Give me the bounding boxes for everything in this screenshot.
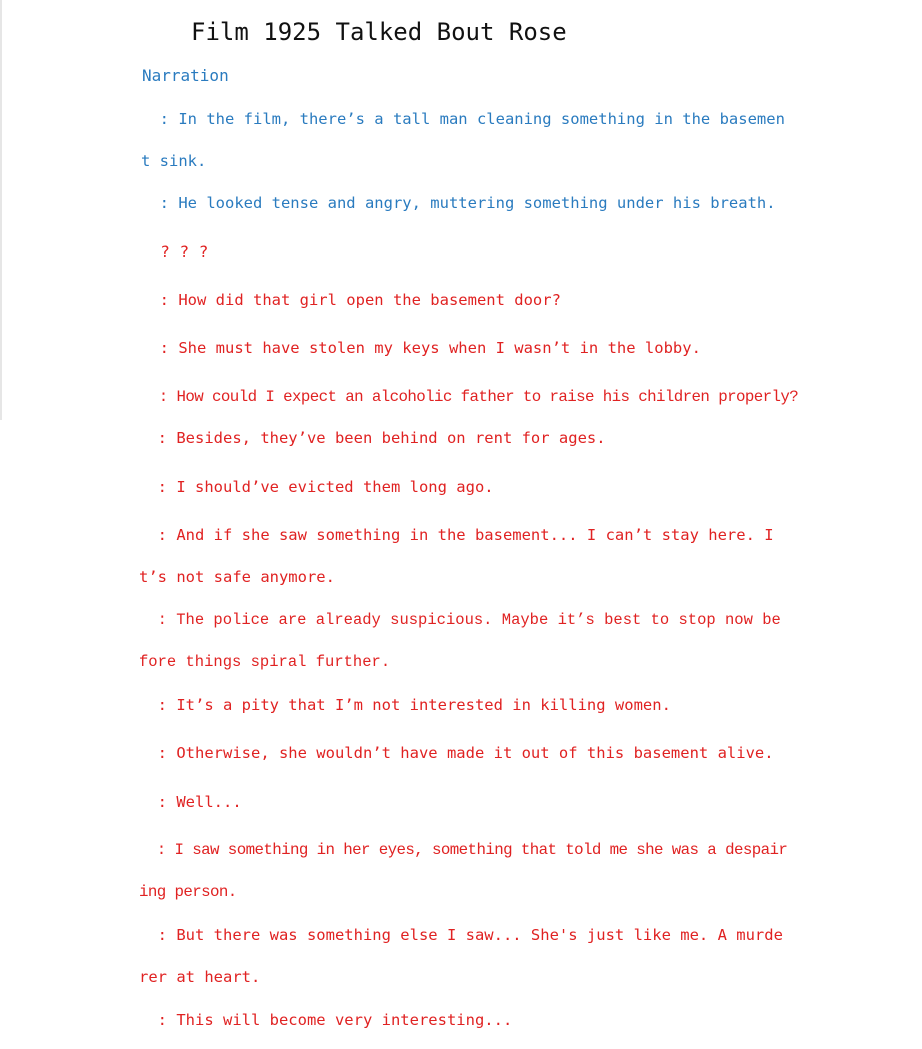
line-prefix: :: [141, 194, 179, 212]
line-text: And if she saw something in the basement... I can’t stay here. It’s not safe anymore.: [139, 526, 774, 586]
line-text: Otherwise, she wouldn’t have made it out of this basement alive.: [176, 744, 774, 762]
line-prefix: :: [141, 339, 179, 357]
line-text: I should’ve evicted them long ago.: [176, 478, 494, 496]
line-text: But there was something else I saw... She's just like me. A murderer at heart.: [139, 926, 783, 986]
dialogue-line-6: [139, 514, 789, 598]
line-prefix: :: [139, 526, 177, 544]
line-text: ? ? ?: [160, 242, 209, 261]
line-prefix: :: [139, 793, 177, 811]
line-text: How did that girl open the basement door?: [178, 291, 561, 309]
line-prefix: :: [139, 429, 177, 447]
dialogue-line-11: [139, 829, 789, 913]
line-text: It’s a pity that I’m not interested in killing women.: [176, 696, 671, 714]
dialogue-line-8: [139, 684, 671, 726]
line-prefix: :: [139, 744, 177, 762]
dialogue-line-9: [139, 732, 774, 774]
dialogue-line-4: [139, 417, 606, 459]
line-prefix: [141, 242, 160, 261]
dialogue-line-2: [141, 327, 701, 369]
line-prefix: :: [141, 110, 179, 128]
section-label-narration: Narration: [142, 66, 229, 85]
dialogue-line-5: [139, 466, 494, 508]
document-title: Film 1925 Talked Bout Rose: [191, 18, 567, 46]
line-prefix: :: [139, 841, 175, 859]
line-text: She must have stolen my keys when I wasn’t in the lobby.: [178, 339, 701, 357]
line-text: I saw something in her eyes, something that told me she was a despairing person.: [139, 841, 788, 901]
dialogue-line-10: [139, 781, 242, 823]
narration-line-2: [141, 182, 776, 224]
line-text: How could I expect an alcoholic father to raise his children properly?: [176, 388, 799, 406]
dialogue-line-12: [139, 914, 789, 998]
dialogue-line-1: [141, 279, 561, 321]
left-margin-rule: [0, 0, 2, 420]
line-text: This will become very interesting...: [176, 1011, 513, 1029]
line-text: The police are already suspicious. Maybe it’s best to stop now before things spiral further.: [139, 611, 781, 671]
line-prefix: :: [139, 611, 177, 629]
line-prefix: :: [139, 478, 177, 496]
line-prefix: :: [139, 926, 177, 944]
line-text: Besides, they’ve been behind on rent for ages.: [176, 429, 606, 447]
line-prefix: :: [139, 696, 177, 714]
line-text: Well...: [176, 793, 242, 811]
line-text: He looked tense and angry, muttering something under his breath.: [178, 194, 776, 212]
line-text: In the film, there’s a tall man cleaning something in the basement sink.: [141, 110, 785, 170]
line-prefix: :: [141, 291, 179, 309]
line-prefix: :: [141, 388, 177, 406]
dialogue-line-7: [139, 599, 789, 683]
dialogue-line-unknown-speaker: [141, 231, 208, 273]
line-prefix: :: [139, 1011, 177, 1029]
dialogue-line-3: [141, 376, 798, 418]
narration-line-1: [141, 98, 791, 182]
dialogue-line-13: [139, 999, 512, 1041]
